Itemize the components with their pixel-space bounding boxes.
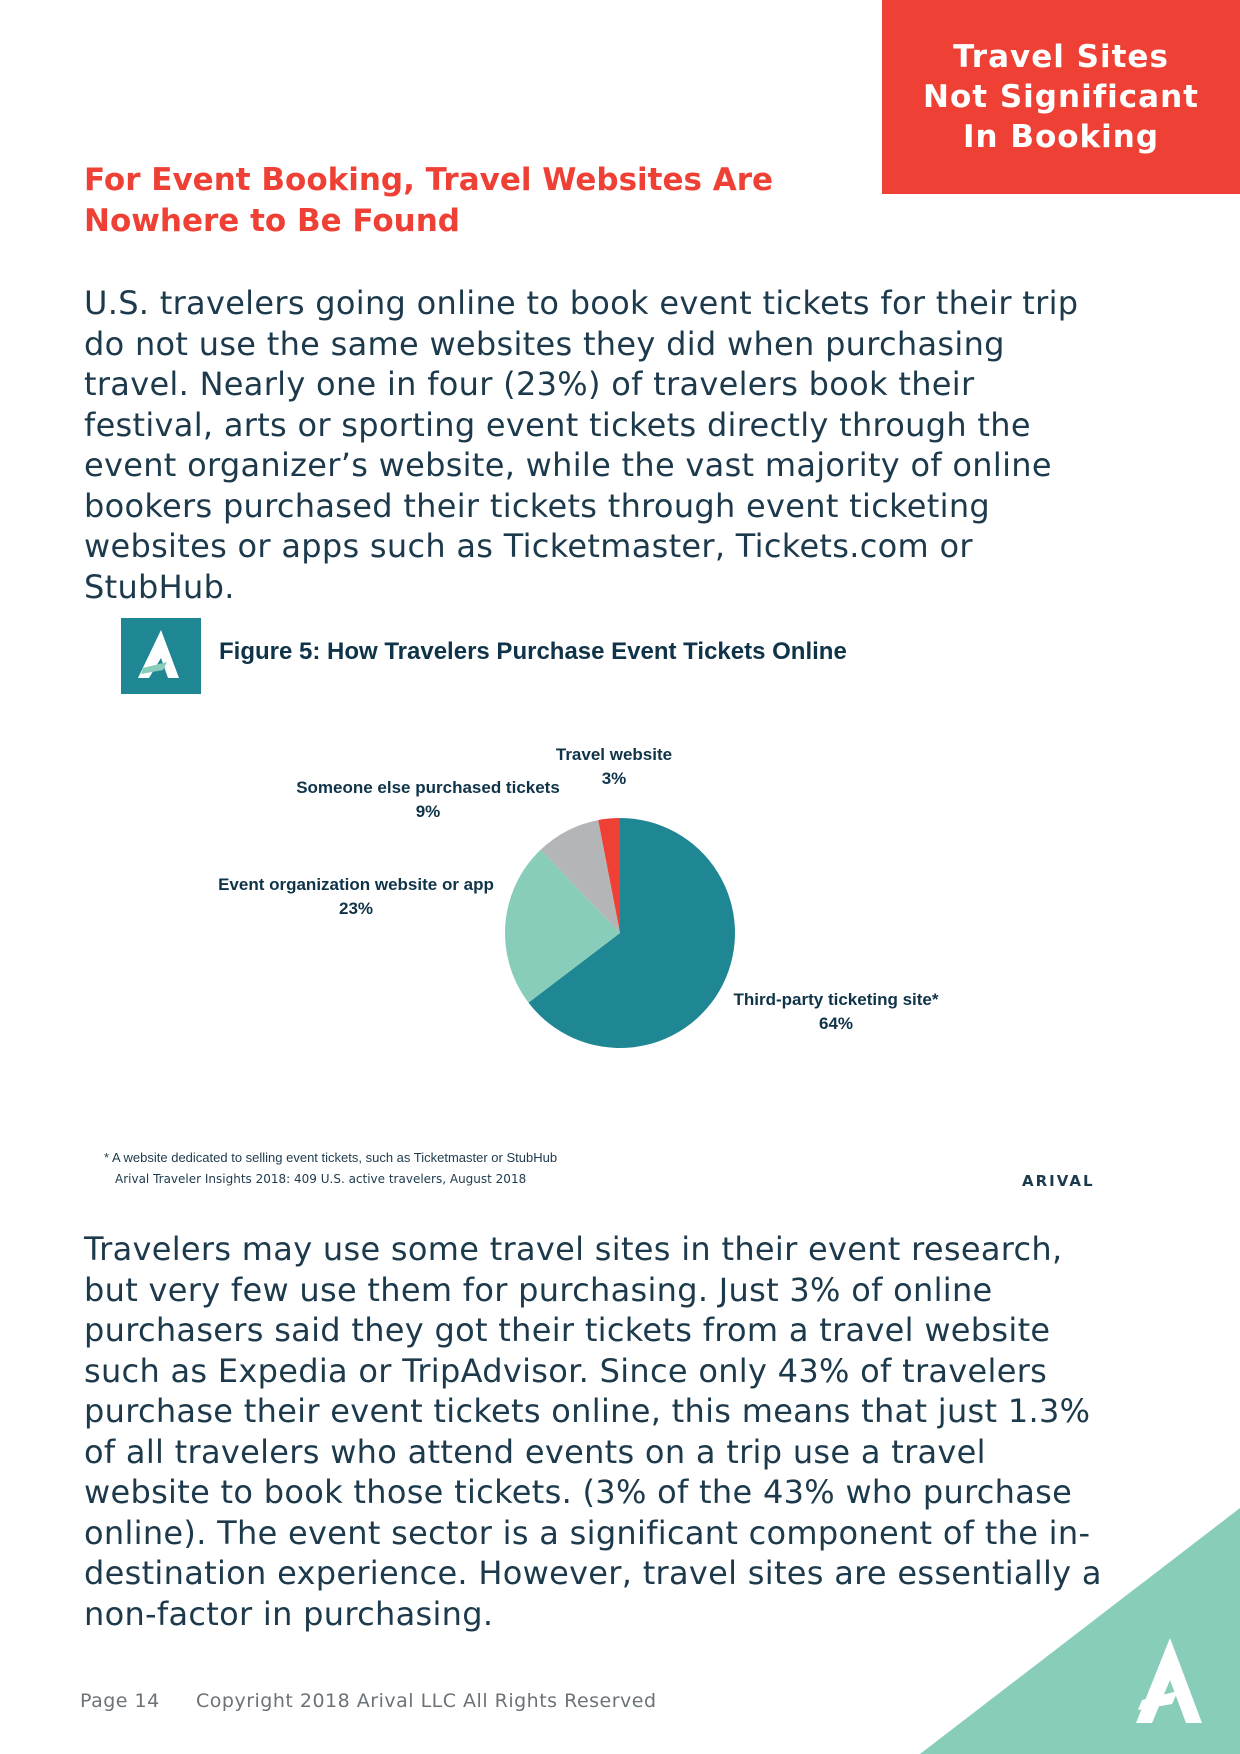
slice-label-2: Someone else purchased tickets [296,778,560,797]
slice-label-3: Travel website [555,745,673,764]
tag-line-1: Travel Sites [953,39,1169,75]
tag-line-2: Not Significant [923,79,1199,115]
headline-line-2: Nowhere to Be Found [84,203,460,239]
figure-source: Arival Traveler Insights 2018: 409 U.S. active travelers, August 2018 [115,1172,527,1186]
arival-wordmark: ARIVAL [1022,1172,1095,1190]
figure-title: Figure 5: How Travelers Purchase Event Tickets Online [219,638,847,665]
slice-label-1: Event organization website or app [218,875,494,894]
slice-value-3: 3% [601,769,627,788]
slice-value-1: 23% [338,899,374,918]
copyright-notice: Copyright 2018 Arival LLC All Rights Reserved [196,1690,657,1712]
slice-value-0: 64% [818,1014,854,1033]
figure-footnote: * A website dedicated to selling event tickets, such as Ticketmaster or StubHub [104,1150,558,1165]
headline-line-1: For Event Booking, Travel Websites Are [84,162,774,198]
pie-chart [0,720,1240,1120]
analysis-paragraph: Travelers may use some travel sites in their event research, but very few use them for purchasing. Just 3% of online purchasers said they got their tickets from a travel website such as Expedia or TripAdvisor. Since only 43% of travelers purchase their event tickets online, this means that just 1.3% of all travelers who attend events on a trip use a travel website to book those tickets. (3% of the 43% who purchase online). The event sector is a significant component of the in-destination experience. However, travel sites are essentially a non-factor in purchasing. [84,1230,1102,1633]
tag-line-3: In Booking [962,119,1160,155]
corner-logo-icon [920,1508,1240,1754]
section-tag-box [882,0,1240,194]
page-headline [84,160,804,242]
intro-paragraph: U.S. travelers going online to book event tickets for their trip do not use the same websites they did when purchasing travel. Nearly one in four (23%) of travelers book their festival, arts or sporting event tickets directly through the event organizer’s website, while the vast majority of online bookers purchased their tickets through event ticketing websites or apps such as Ticketmaster, Tickets.com or StubHub. [84,284,1079,606]
page-number: Page 14 [80,1690,160,1712]
arival-logo-icon [121,618,201,694]
slice-value-2: 9% [415,802,441,821]
slice-label-0: Third-party ticketing site* [733,990,939,1009]
